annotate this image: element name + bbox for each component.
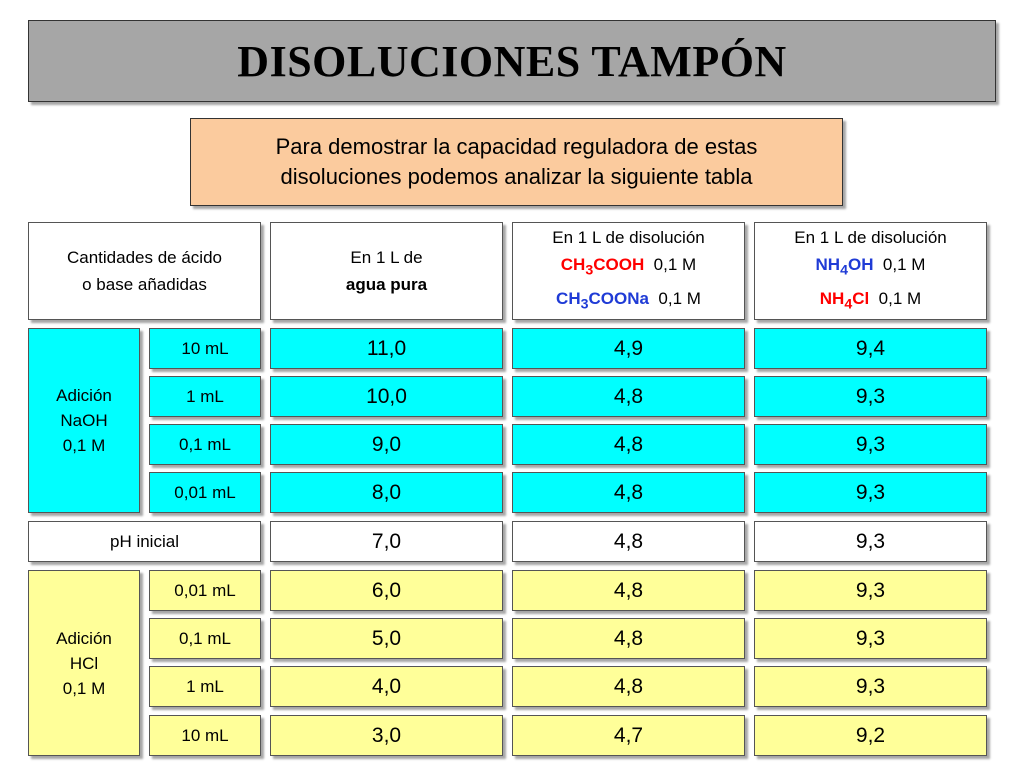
intro-line-1: Para demostrar la capacidad reguladora de estas xyxy=(275,134,758,159)
hcl-ammonia-ph-3: 9,3 xyxy=(754,666,987,707)
naoh-amount-4: 0,01 mL xyxy=(149,472,261,513)
header-amounts xyxy=(28,222,261,320)
naoh-acetic-ph-3: 4,8 xyxy=(512,424,745,465)
hcl-group-line-1: Adición xyxy=(56,628,112,648)
naoh-amount-2: 1 mL xyxy=(149,376,261,417)
hcl-water-ph-1: 6,0 xyxy=(270,570,503,611)
naoh-water-ph-2: 10,0 xyxy=(270,376,503,417)
hcl-water-ph-4: 3,0 xyxy=(270,715,503,756)
naoh-acetic-ph-4: 4,8 xyxy=(512,472,745,513)
naoh-acetic-ph-2: 4,8 xyxy=(512,376,745,417)
header-amounts-line-2: o base añadidas xyxy=(82,275,207,294)
header-water-line-2: agua pura xyxy=(345,275,428,294)
naoh-acetic-ph-1: 4,9 xyxy=(512,328,745,369)
intro-line-2: disoluciones podemos analizar la siguiente tabla xyxy=(280,164,753,189)
page-title: DISOLUCIONES TAMPÓN xyxy=(28,20,996,102)
hcl-water-ph-2: 5,0 xyxy=(270,618,503,659)
hcl-amount-4: 10 mL xyxy=(149,715,261,756)
hcl-ammonia-ph-1: 9,3 xyxy=(754,570,987,611)
hcl-acetic-ph-2: 4,8 xyxy=(512,618,745,659)
naoh-amount-1: 10 mL xyxy=(149,328,261,369)
hcl-group-label xyxy=(28,570,140,756)
header-water xyxy=(270,222,503,320)
initial-ammonia-ph: 9,3 xyxy=(754,521,987,562)
header-ammonia-buffer xyxy=(754,222,987,320)
naoh-water-ph-3: 9,0 xyxy=(270,424,503,465)
header-ammonia-line-1: En 1 L de disolución xyxy=(794,228,947,248)
naoh-water-ph-1: 11,0 xyxy=(270,328,503,369)
hcl-ammonia-ph-4: 9,2 xyxy=(754,715,987,756)
naoh-group-line-1: Adición xyxy=(56,386,112,405)
hcl-acetic-ph-4: 4,7 xyxy=(512,715,745,756)
header-acetic-line-1: En 1 L de disolución xyxy=(552,228,705,248)
hcl-amount-1: 0,01 mL xyxy=(149,570,261,611)
hcl-water-ph-3: 4,0 xyxy=(270,666,503,707)
naoh-group-line-3: 0,1 M xyxy=(62,436,106,455)
header-acetic-salt: $CH_3COONa$ 0,1 M xyxy=(556,288,701,312)
initial-acetic-ph: 4,8 xyxy=(512,521,745,562)
naoh-group-line-2: NaOH xyxy=(60,411,108,430)
naoh-ammonia-ph-3: 9,3 xyxy=(754,424,987,465)
hcl-group-line-2: HCl xyxy=(69,653,99,673)
naoh-ammonia-ph-2: 9,3 xyxy=(754,376,987,417)
header-acetic-buffer xyxy=(512,222,745,320)
initial-water-ph: 7,0 xyxy=(270,521,503,562)
naoh-water-ph-4: 8,0 xyxy=(270,472,503,513)
header-acetic-acid: $CH_3COOH$ 0,1 M xyxy=(560,255,697,279)
naoh-ammonia-ph-1: 9,4 xyxy=(754,328,987,369)
hcl-acetic-ph-3: 4,8 xyxy=(512,666,745,707)
hcl-amount-2: 0,1 mL xyxy=(149,618,261,659)
naoh-group-label xyxy=(28,328,140,513)
hcl-group-line-3: 0,1 M xyxy=(62,678,106,698)
header-amounts-line-1: Cantidades de ácido xyxy=(66,248,222,267)
hcl-ammonia-ph-2: 9,3 xyxy=(754,618,987,659)
header-water-line-1: En 1 L de xyxy=(350,248,423,267)
naoh-ammonia-ph-4: 9,3 xyxy=(754,472,987,513)
initial-ph-label: pH inicial xyxy=(28,521,261,562)
hcl-acetic-ph-1: 4,8 xyxy=(512,570,745,611)
intro-box xyxy=(190,118,843,206)
hcl-amount-3: 1 mL xyxy=(149,666,261,707)
naoh-amount-3: 0,1 mL xyxy=(149,424,261,465)
header-ammonia-base: $NH_4OH$ 0,1 M xyxy=(815,255,926,279)
header-ammonia-salt: $NH_4Cl$ 0,1 M xyxy=(819,288,922,312)
